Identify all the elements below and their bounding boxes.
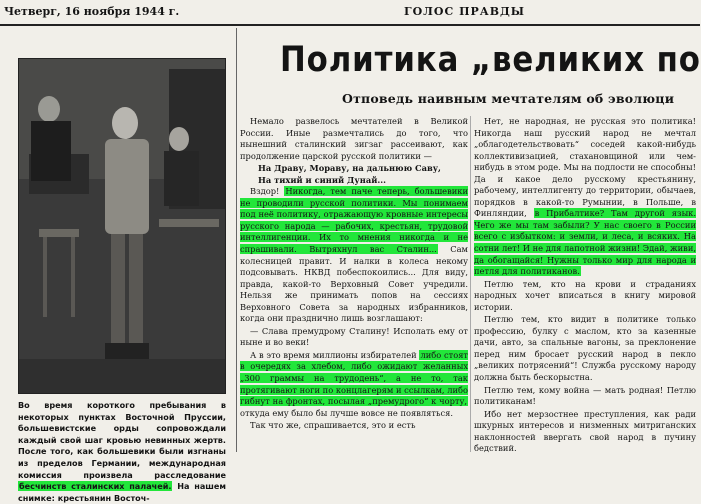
masthead [0, 0, 700, 26]
paragraph-text: Вздор! [250, 186, 280, 197]
highlighted-text: в Прибалтике? Там другой язык. Чего же мы там забыли? У нас своего в России всего с избытком: и земли, и леса, и всяких. На сотни лет! И не для лапотной жизни! Эдай, живи, да обогащайся! Нужны только мир для народа и петля для политиканов. [474, 208, 696, 277]
article-column-2 [474, 116, 696, 452]
news-photo [18, 58, 226, 394]
paragraph [240, 186, 468, 325]
paragraph: Немало развелось мечтателей в Великой России. Иные размечтались до того, что нынешний сталинский зигзаг рассеивают, как продолжение царской русской политики — [240, 116, 468, 161]
article-headline: Политика „великих по [280, 40, 701, 80]
column-divider [236, 28, 237, 452]
paragraph-text: откуда ему было бы лучше вовсе не появляться. [240, 407, 454, 418]
article-column-1 [240, 116, 468, 452]
paragraph [240, 350, 468, 419]
paragraph-text: А в это время миллионы избирателей [250, 349, 417, 360]
paragraph [474, 116, 696, 278]
caption-text: Во время короткого пребывания в некоторых пунктах Восточной Пруссии, большевистские орды сопровождали каждый свой шаг кровью невинных жертв. После того, как большевики были изгнаны из пределов Германии, международная комиссия произвела расследование [18, 400, 226, 480]
photo-illustration [19, 59, 225, 393]
newspaper-name: ГОЛОС ПРАВДЫ [404, 5, 525, 18]
highlighted-text: Никогда, тем паче теперь, большевики не проводили русской политики. Мы понимаем под неё политику, отражающую кровные интересы русского народа — рабочих, крестьян, трудовой интеллигенции. Их то мнения никогда и не спрашивали. Вытряхнул вас Сталин... [240, 186, 468, 255]
verse-line: На Драву, Мораву, на дальнюю Саву, [258, 163, 441, 174]
article-subheadline: Отповедь наивным мечтателям об эволюци [342, 91, 675, 106]
paragraph: Петлю тем, кто на крови и страданиях народных хочет вписаться в книгу мировой истории. [474, 278, 696, 312]
caption-highlight: бесчинств сталинских палачей. [19, 481, 172, 492]
verse-line: На тихий и синий Дунай... [258, 174, 387, 185]
caption-text-end: На нашем снимке: крестьянин Восточ- [18, 481, 226, 503]
photo-caption [18, 400, 226, 504]
paragraph-text: Нет, не народная, не русская это политика! Никогда наш русский народ не мечтал „облагодетельствовать“ соседей какой-нибудь коллективизацией, стахановщиной или чем-нибудь в этом роде. Мы на подлости не способны! Да и какое дело русскому крестьянину, рабочему, интеллигенту до территории, обычаев, порядков в какой-то Румынии, в Польше, в Финляндии, [474, 116, 696, 219]
paragraph: Ибо нет мерзостнее преступления, как ради шкурных интересов и низменных митриганских наклонностей ввергать свой народ в пучину бедствий. [474, 408, 696, 454]
paragraph-text: Сам колесницей правит. И налки в колеса некому подсовывать. НКВД побеспокоились... Для виду, правда, какой-то Верховный Совет учредили. Нельзя же принимать попов на сессиях Верховного Совета за народных избранников, когда они празднично лишь возглашают: [240, 244, 468, 324]
paragraph: — Слава премудрому Сталину! Исполать ему от ныне и во веки! [240, 325, 468, 348]
highlighted-text: либо стоят в очередях за хлебом, либо ожидают желанных „300 граммы на трудодень“, а не то, так протягивают ноги по концлагерям и ссылкам, либо гибнут на фронтах, посылая „премудрого“ к чорту, [240, 349, 469, 407]
paragraph: Так что же, спрашивается, это и есть [250, 420, 416, 431]
paragraph: Петлю тем, кто видит в политике только профессию, булку с маслом, кто за казенные дачи, авто, за спальные вагоны, за преклонение перед ним бросает русский народ в пекло „великих потрясений“! Служба русскому народу должна быть бескорыстна. [474, 314, 696, 383]
paragraph: Петлю тем, кому война — мать родная! Петлю политиканам! [474, 384, 696, 407]
column-rule [470, 116, 471, 452]
photo-column [0, 28, 236, 503]
issue-date: Четверг, 16 ноября 1944 г. [4, 5, 180, 18]
